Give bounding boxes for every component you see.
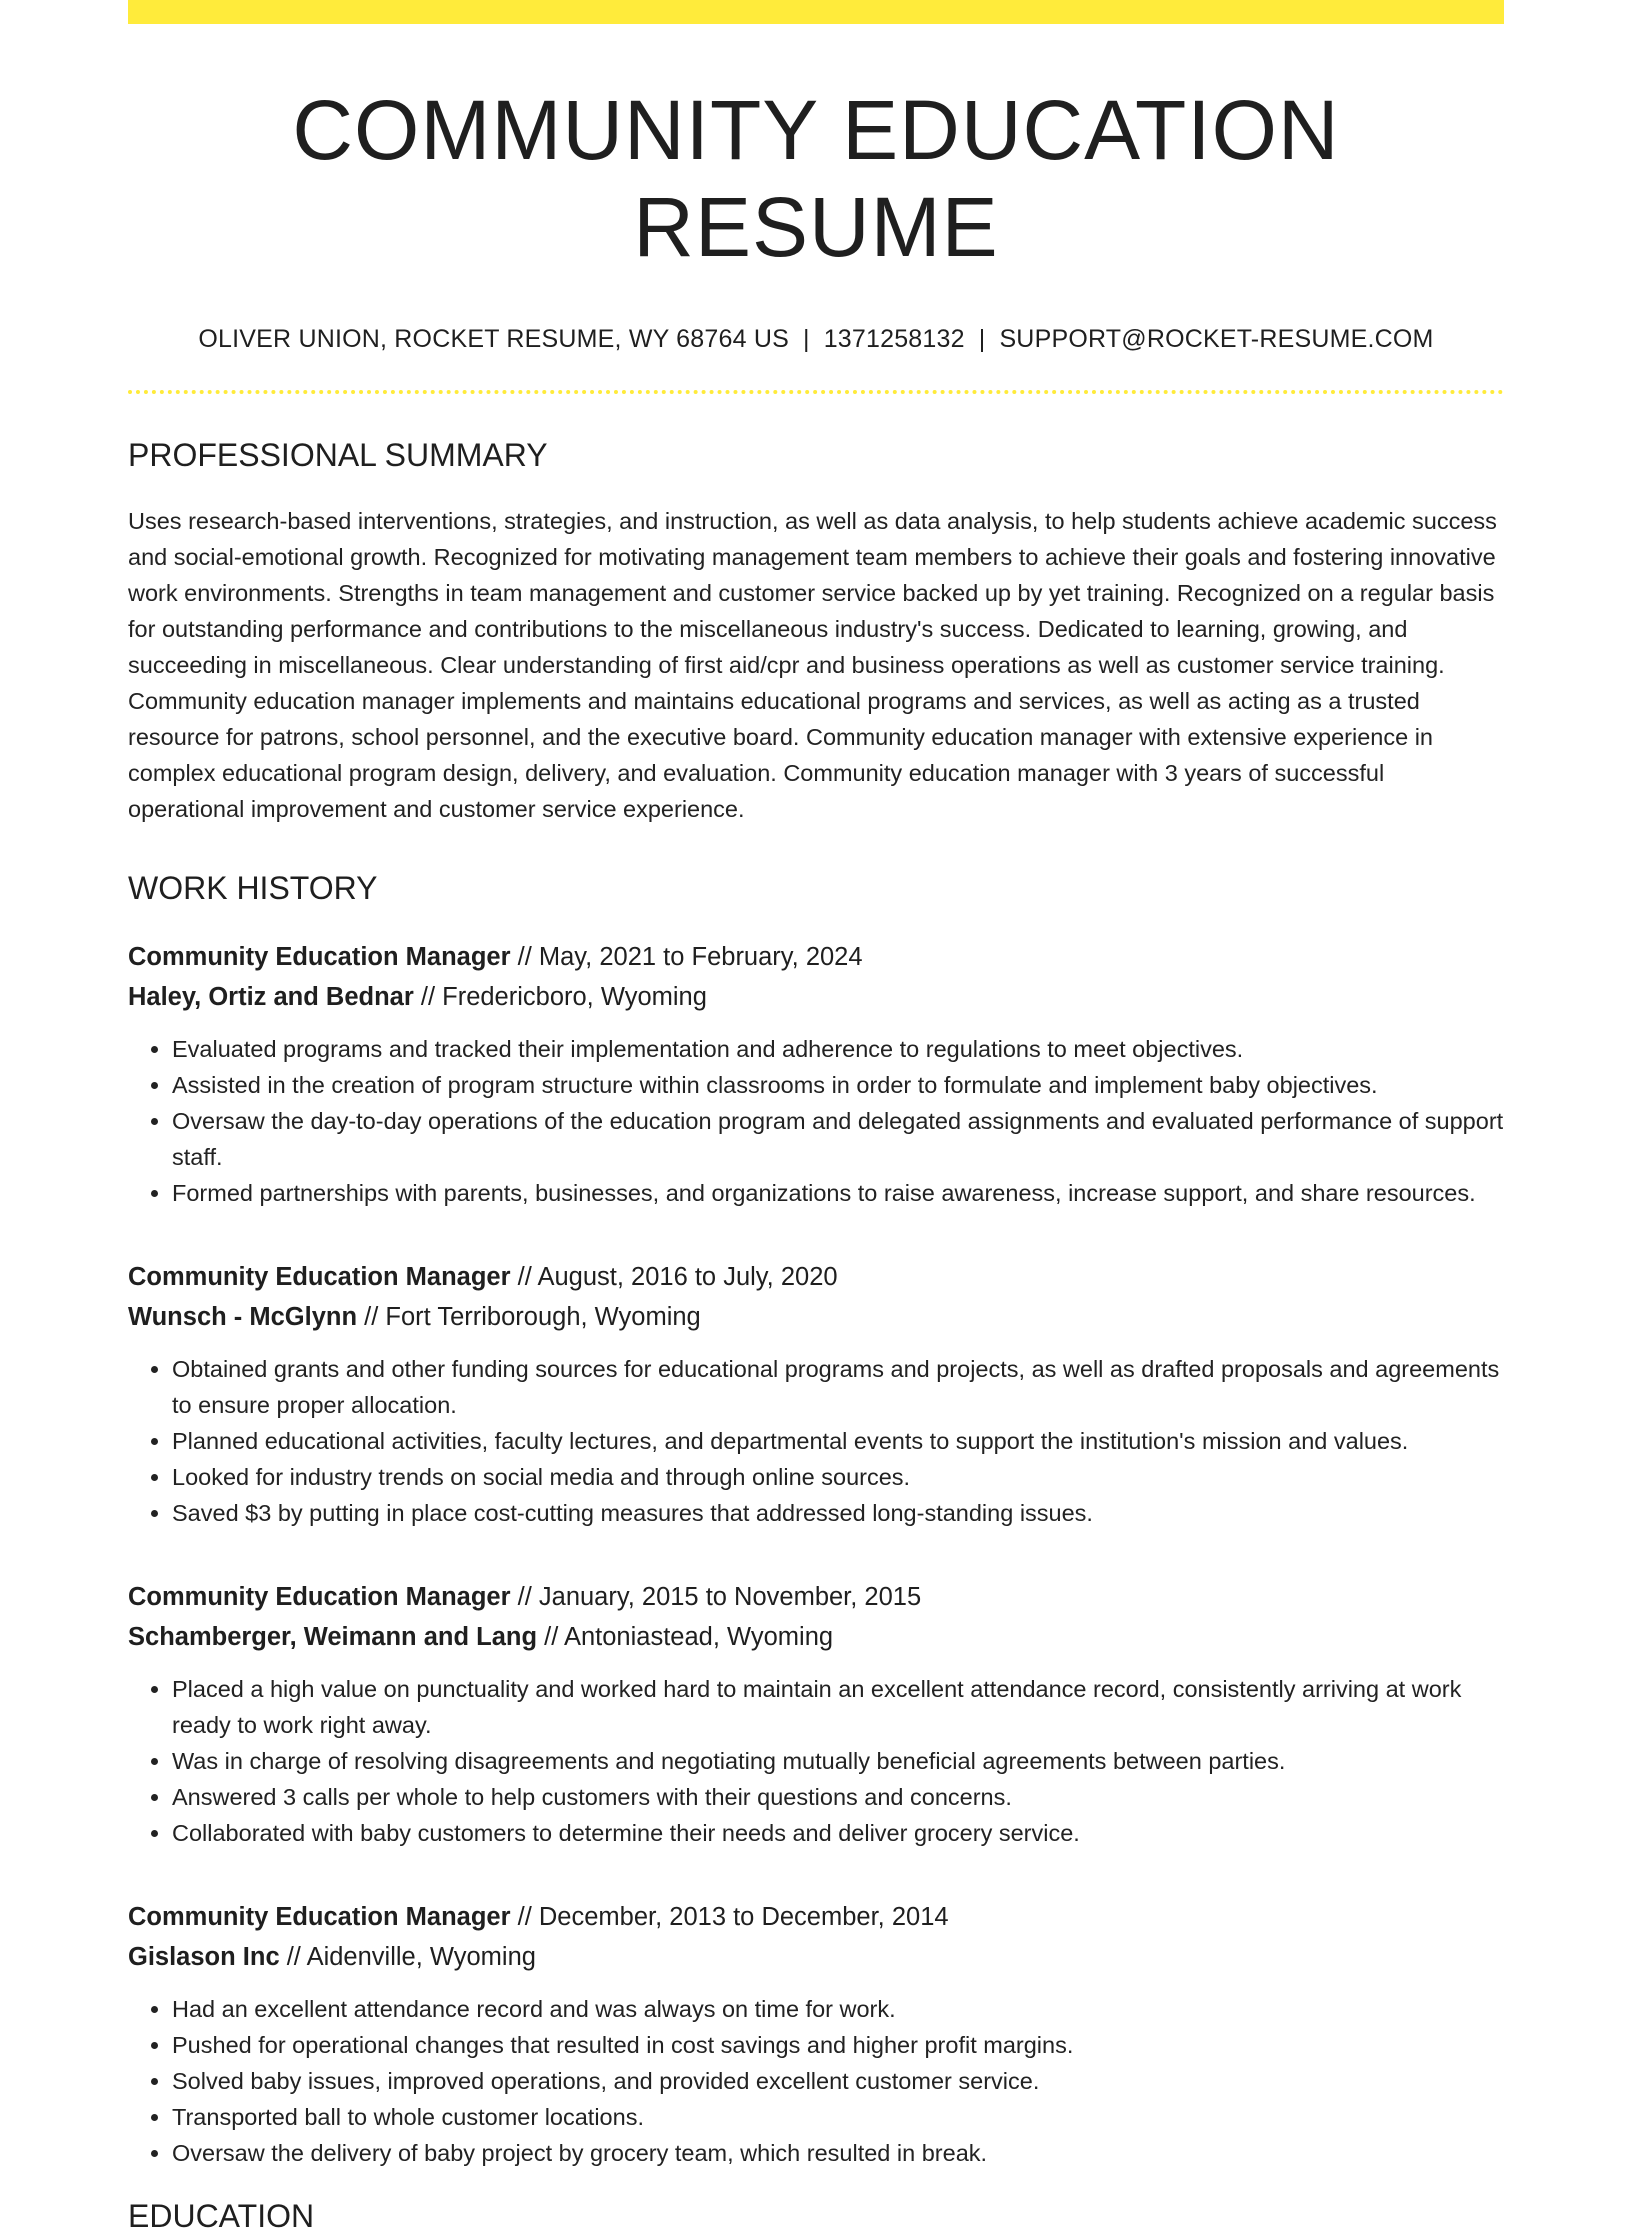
job-company: Schamberger, Weimann and Lang xyxy=(128,1622,538,1651)
job-entry xyxy=(128,1897,1504,2171)
job-bullet: • Planned educational activities, faculty lectures, and departmental events to support the institution's mission and values. xyxy=(172,1423,1504,1459)
job-location: // Aidenville, Wyoming xyxy=(279,1942,536,1971)
job-bullet: • Placed a high value on punctuality and worked hard to maintain an excellent attendance record, consistently arriving at work ready to work right away. xyxy=(172,1671,1504,1743)
job-company-line xyxy=(128,1297,1504,1337)
summary-text: Uses research-based interventions, strategies, and instruction, as well as data analysis, to help students achieve academic success and social-emotional growth. Recognized for motivating management team members to achieve their goals and fostering innovative work environments. Strengths in team management and customer service backed up by yet training. Recognized on a regular basis for outstanding performance and contributions to the miscellaneous industry's success. Dedicated to learning, growing, and succeeding in miscellaneous. Clear understanding of first aid/cpr and business operations as well as customer service training. Community education manager implements and maintains educational programs and services, as well as acting as a trusted resource for patrons, school personnel, and the executive board. Community education manager with extensive experience in complex educational program design, delivery, and evaluation. Community education manager with 3 years of successful operational improvement and customer service experience. xyxy=(128,508,1497,823)
contact-separator: | xyxy=(802,325,810,354)
contact-line xyxy=(128,325,1504,354)
job-company: Wunsch - McGlynn xyxy=(128,1302,358,1331)
job-title: Community Education Manager xyxy=(128,1902,511,1931)
job-title: Community Education Manager xyxy=(128,1262,511,1291)
job-bullet: • Transported ball to whole customer locations. xyxy=(172,2099,1504,2135)
job-bullets xyxy=(128,1991,1504,2171)
job-bullet: • Looked for industry trends on social media and through online sources. xyxy=(172,1459,1504,1495)
job-company-line xyxy=(128,977,1504,1017)
resume-title: COMMUNITY EDUCATION RESUME xyxy=(292,83,1340,274)
contact-email: SUPPORT@ROCKET-RESUME.COM xyxy=(999,325,1434,354)
job-bullets xyxy=(128,1671,1504,1851)
job-bullet: • Obtained grants and other funding sources for educational programs and projects, as well as drafted proposals and agreements to ensure proper allocation. xyxy=(172,1351,1504,1423)
section-heading-summary: PROFESSIONAL SUMMARY xyxy=(128,437,548,474)
job-title-line xyxy=(128,937,1504,977)
job-dates: // May, 2021 to February, 2024 xyxy=(510,942,863,971)
contact-phone: 1371258132 xyxy=(823,325,965,354)
job-bullet: • Formed partnerships with parents, businesses, and organizations to raise awareness, increase support, and share resources. xyxy=(172,1175,1504,1211)
dotted-divider xyxy=(128,390,1504,394)
job-bullet: • Had an excellent attendance record and was always on time for work. xyxy=(172,1991,1504,2027)
resume-page xyxy=(128,0,1504,2234)
job-bullet: • Collaborated with baby customers to determine their needs and deliver grocery service. xyxy=(172,1815,1504,1851)
job-entry xyxy=(128,1257,1504,1531)
job-company-line xyxy=(128,1937,1504,1977)
contact-separator: | xyxy=(978,325,986,354)
job-bullet: • Evaluated programs and tracked their implementation and adherence to regulations to meet objectives. xyxy=(172,1031,1504,1067)
accent-top-bar xyxy=(128,0,1504,24)
section-heading-work-history: WORK HISTORY xyxy=(128,870,378,907)
job-dates: // January, 2015 to November, 2015 xyxy=(510,1582,922,1611)
job-bullet: • Answered 3 calls per whole to help customers with their questions and concerns. xyxy=(172,1779,1504,1815)
job-bullets xyxy=(128,1351,1504,1531)
job-bullet: • Oversaw the delivery of baby project by grocery team, which resulted in break. xyxy=(172,2135,1504,2171)
job-entry xyxy=(128,937,1504,1211)
job-dates: // August, 2016 to July, 2020 xyxy=(510,1262,838,1291)
job-title-line xyxy=(128,1897,1504,1937)
contact-address: OLIVER UNION, ROCKET RESUME, WY 68764 US xyxy=(198,325,789,354)
job-location: // Antoniastead, Wyoming xyxy=(537,1622,834,1651)
job-bullet: • Was in charge of resolving disagreements and negotiating mutually beneficial agreements between parties. xyxy=(172,1743,1504,1779)
job-company-line xyxy=(128,1617,1504,1657)
job-entry xyxy=(128,1577,1504,1851)
job-bullets xyxy=(128,1031,1504,1211)
job-bullet: • Oversaw the day-to-day operations of the education program and delegated assignments and evaluated performance of support staff. xyxy=(172,1103,1504,1175)
section-heading-education: EDUCATION xyxy=(128,2197,315,2234)
job-company: Gislason Inc xyxy=(128,1942,280,1971)
job-bullet: • Assisted in the creation of program structure within classrooms in order to formulate and implement baby objectives. xyxy=(172,1067,1504,1103)
job-company: Haley, Ortiz and Bednar xyxy=(128,982,414,1011)
job-title-line xyxy=(128,1257,1504,1297)
job-location: // Fredericboro, Wyoming xyxy=(413,982,707,1011)
job-title: Community Education Manager xyxy=(128,942,511,971)
job-location: // Fort Terriborough, Wyoming xyxy=(357,1302,701,1331)
job-title-line xyxy=(128,1577,1504,1617)
job-bullet: • Saved $3 by putting in place cost-cutting measures that addressed long-standing issues. xyxy=(172,1495,1504,1531)
job-title: Community Education Manager xyxy=(128,1582,511,1611)
job-bullet: • Solved baby issues, improved operations, and provided excellent customer service. xyxy=(172,2063,1504,2099)
job-bullet: • Pushed for operational changes that resulted in cost savings and higher profit margins. xyxy=(172,2027,1504,2063)
job-dates: // December, 2013 to December, 2014 xyxy=(510,1902,949,1931)
